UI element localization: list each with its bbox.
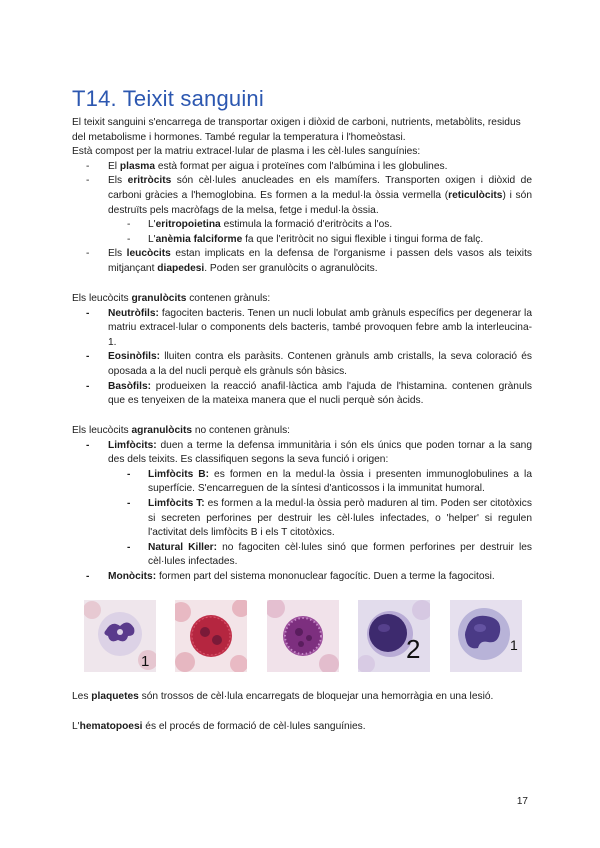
- granulocytes-intro: Els leucòcits granulòcits contenen grànuls:: [72, 293, 271, 304]
- page-number: 17: [516, 796, 528, 807]
- micrograph-label: 2: [406, 634, 421, 664]
- components-list: [72, 160, 532, 277]
- composition-sentence: Està compost per la matriu extracel·lular de plasma i les cèl·lules sanguínies:: [72, 146, 421, 158]
- neutrophil-micrograph: [84, 600, 156, 672]
- list-item-limfocits-b: - Limfòcits B: es formen en la medul·la òssia i presenten immunoglobulines a la superfície. S'encarreguen de la síntesi d'anticossos i la immunitat humoral.: [127, 468, 532, 495]
- granulocytes-list: [72, 307, 532, 409]
- intro-paragraph: El teixit sanguini s'encarrega de transportar oxigen i diòxid de carboni, nutrients, metabòlits, residus del metabolisme i hormones. També regular la temperatura i l'homeòstasi.: [72, 117, 521, 143]
- list-item-anemia: - L'anèmia falciforme fa que l'eritròcit no sigui flexible i tingui forma de falç.: [127, 233, 484, 245]
- eosinophil-micrograph: [175, 600, 247, 672]
- list-item-neutrofils: - Neutròfils: fagociten bacteris. Tenen un nucli lobulat amb grànuls específics per degenerar la matriu extracel·lular o components dels bacteris, també provoquen febre amb la interleucina-1.: [86, 307, 532, 348]
- intro-section: [72, 116, 532, 277]
- granulocytes-section: [72, 292, 532, 409]
- list-item-eritropoietina: - L'eritropoietina estimula la formació d'eritròcits a l'os.: [127, 219, 393, 231]
- agranulocytes-list: [72, 439, 532, 585]
- list-item-eosinofils: - Eosinòfils: lluiten contra els paràsits. Contenen grànuls amb cristalls, la seva coloració és oposada a la del nucli perquè els grànuls són bàsics.: [86, 351, 532, 377]
- list-item-natural-killer: - Natural Killer: no fagociten cèl·lules sinó que formen perforines per destruir les cèl·lules infectades.: [127, 541, 532, 568]
- micrograph-label: 1: [510, 637, 518, 653]
- list-item-limfocits: - Limfòcits: duen a terme la defensa immunitària i són els únics que poden tornar a la sang des dels teixits. Es classifiquen segons la seva funció i origen:: [86, 439, 532, 466]
- monocyte-micrograph: [450, 600, 522, 672]
- hematopoesis-paragraph: L'hematopoesi és el procés de formació de cèl·lules sanguínies.: [72, 721, 366, 732]
- list-item-leucocits: - Els leucòcits estan implicats en la defensa de l'organisme i passen dels vasos als teixits mitjançant diapedesi. Poden ser granulòcits o agranulòcits.: [86, 248, 532, 274]
- list-item-basofils: - Basòfils: produeixen la reacció anafil·làctica amb l'ajuda de l'histamina. contenen grànuls que es tenyeixen de la mateixa manera que el nucli perquè són àcids.: [86, 380, 532, 407]
- list-item-plasma: - El plasma està format per aigua i proteïnes com l'albúmina i les globulines.: [86, 160, 448, 172]
- lymphocyte-micrograph: [358, 600, 430, 672]
- leukocyte-micrographs: [84, 600, 524, 672]
- page-title: T14. Teixit sanguini: [72, 86, 264, 111]
- list-item-limfocits-t: - Limfòcits T: es formen a la medul·la òssia però maduren al tim. Poden ser citotòxics si secreten perforines per destruir les cèl·lules infectades, o 'helper' si regulen l'activitat dels limfòcits B i els T citotòxics.: [127, 497, 532, 539]
- agranulocytes-section: [72, 424, 532, 585]
- micrograph-label: 1: [141, 653, 150, 670]
- list-item-monocits: - Monòcits: formen part del sistema mononuclear fagocític. Duen a terme la fagocitosi.: [86, 570, 495, 582]
- platelets-paragraph: Les plaquetes són trossos de cèl·lula encarregats de bloquejar una hemorràgia en una lesió.: [72, 691, 494, 702]
- basophil-micrograph: [267, 600, 339, 672]
- agranulocytes-intro: Els leucòcits agranulòcits no contenen grànuls:: [72, 425, 291, 436]
- list-item-eritrocits: - Els eritròcits són cèl·lules anucleades en els mamífers. Transporten oxigen i diòxid de carboni gràcies a l'hemoglobina. Es formen a la medul·la òssia vermella (reticulòcits) i són destruïts pels macròfags de la melsa, fetge i medul·la òssia.: [86, 175, 533, 216]
